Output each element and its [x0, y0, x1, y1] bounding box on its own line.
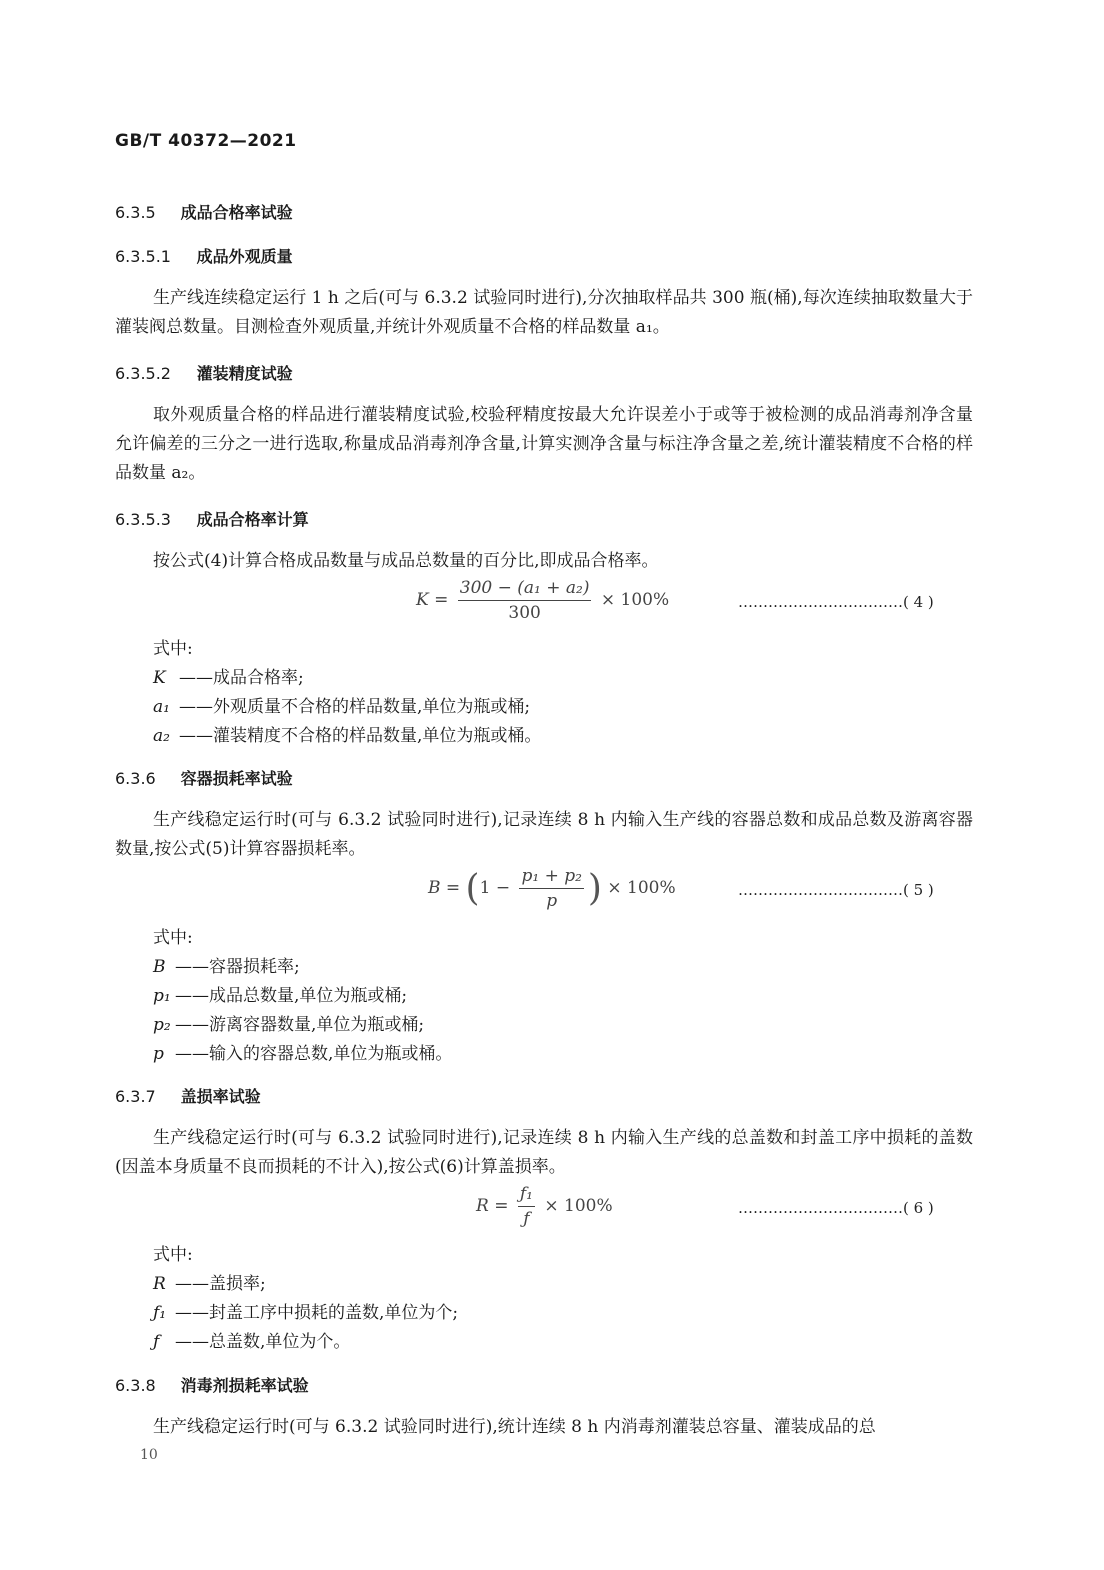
formula-lhs: K = — [416, 590, 449, 610]
section-number: 6.3.6 — [115, 769, 156, 788]
equation-number: ( 6 ) — [903, 1199, 934, 1217]
definition-symbol: p₁ — [153, 986, 171, 1006]
formula-denominator: p — [546, 891, 558, 911]
section-heading-6-3-6 — [115, 766, 293, 789]
formula-fraction — [519, 866, 583, 911]
page-number: 10 — [140, 1447, 158, 1463]
definition-text: ——成品合格率; — [179, 668, 304, 688]
definition-symbol: R — [153, 1274, 166, 1294]
definition-text: ——容器损耗率; — [175, 957, 300, 977]
paragraph-6-3-8: 生产线稳定运行时(可与 6.3.2 试验同时进行),统计连续 8 h 内消毒剂灌装总容量、灌装成品的总 — [153, 1417, 876, 1437]
formula-fraction — [458, 578, 592, 623]
formula-numerator: 300 − (a₁ + a₂) — [458, 578, 592, 601]
definition-symbol: ƒ₁ — [153, 1303, 167, 1323]
equation-leader-dots — [738, 1199, 934, 1217]
formula-one-minus: 1 − — [479, 878, 511, 898]
definition-text: ——成品总数量,单位为瓶或桶; — [175, 986, 408, 1006]
formula-5 — [428, 866, 676, 911]
left-paren: ( — [465, 868, 480, 909]
section-title: 成品合格率试验 — [180, 203, 293, 222]
where-label: 式中: — [153, 1245, 193, 1265]
paragraph-6-3-5-2: 取外观质量合格的样品进行灌装精度试验,校验秤精度按最大允许误差小于或等于被检测的成品消毒剂净含量允许偏差的三分之一进行选取,称量成品消毒剂净含量,计算实测净含量与标注净含量之差,统计灌装精度不合格的样品数量 a₂。 — [115, 405, 973, 483]
definition-item — [153, 1298, 458, 1323]
definition-item — [153, 1327, 350, 1352]
definition-text: ——游离容器数量,单位为瓶或桶; — [175, 1015, 425, 1035]
definition-text: ——外观质量不合格的样品数量,单位为瓶或桶; — [179, 697, 531, 717]
definition-item — [153, 663, 304, 688]
formula-6 — [476, 1184, 613, 1229]
section-title: 消毒剂损耗率试验 — [180, 1376, 309, 1395]
formula-numerator: ƒ₁ — [518, 1184, 535, 1207]
formula-4 — [416, 578, 669, 623]
equation-number: ( 5 ) — [903, 881, 934, 899]
definition-item — [153, 981, 407, 1006]
definition-symbol: p₂ — [153, 1015, 171, 1035]
paragraph-6-3-7: 生产线稳定运行时(可与 6.3.2 试验同时进行),记录连续 8 h 内输入生产线的总盖数和封盖工序中损耗的盖数(因盖本身质量不良而损耗的不计入),按公式(6)计算盖损率。 — [115, 1128, 973, 1177]
definition-text: ——总盖数,单位为个。 — [175, 1332, 351, 1352]
definition-item — [153, 1269, 266, 1294]
where-label: 式中: — [153, 928, 193, 948]
leader-dots: …………………………… — [738, 1199, 903, 1217]
leader-dots: …………………………… — [738, 881, 903, 899]
definition-item — [153, 1010, 424, 1035]
definition-item — [153, 721, 541, 746]
definition-symbol: K — [153, 668, 166, 688]
equation-number: ( 4 ) — [903, 593, 934, 611]
section-heading-6-3-5 — [115, 200, 293, 223]
section-heading-6-3-5-3 — [115, 507, 309, 530]
formula-suffix: × 100% — [544, 1196, 613, 1216]
section-number: 6.3.8 — [115, 1376, 156, 1395]
equation-leader-dots — [738, 881, 934, 899]
definition-item — [153, 952, 300, 977]
paragraph-6-3-6: 生产线稳定运行时(可与 6.3.2 试验同时进行),记录连续 8 h 内输入生产线的容器总数和成品总数及游离容器数量,按公式(5)计算容器损耗率。 — [115, 810, 973, 859]
section-number: 6.3.7 — [115, 1087, 156, 1106]
definition-item — [153, 692, 530, 717]
definition-item — [153, 1039, 452, 1064]
equation-leader-dots — [738, 593, 934, 611]
formula-fraction — [518, 1184, 535, 1229]
definition-symbol: ƒ — [153, 1332, 160, 1352]
formula-numerator: p₁ + p₂ — [519, 866, 583, 889]
formula-denominator: 300 — [508, 603, 541, 623]
section-title: 成品合格率计算 — [196, 510, 309, 529]
definition-symbol: B — [153, 957, 166, 977]
formula-suffix: × 100% — [607, 878, 676, 898]
section-title: 容器损耗率试验 — [180, 769, 293, 788]
right-paren: ) — [587, 868, 602, 909]
section-heading-6-3-8 — [115, 1373, 309, 1396]
formula-lhs: R = — [476, 1196, 509, 1216]
paragraph-6-3-5-3: 按公式(4)计算合格成品数量与成品总数量的百分比,即成品合格率。 — [153, 551, 659, 571]
definition-text: ——封盖工序中损耗的盖数,单位为个; — [175, 1303, 459, 1323]
section-number: 6.3.5.2 — [115, 364, 171, 383]
standard-code: GB/T 40372—2021 — [115, 131, 297, 151]
where-label: 式中: — [153, 639, 193, 659]
definition-symbol: a₁ — [153, 697, 170, 717]
definition-symbol: a₂ — [153, 726, 170, 746]
section-heading-6-3-5-2 — [115, 361, 293, 384]
section-heading-6-3-7 — [115, 1084, 261, 1107]
formula-suffix: × 100% — [600, 590, 670, 610]
section-number: 6.3.5.1 — [115, 247, 171, 266]
section-title: 灌装精度试验 — [196, 364, 293, 383]
leader-dots: …………………………… — [738, 593, 903, 611]
section-number: 6.3.5.3 — [115, 510, 171, 529]
definition-symbol: p — [153, 1044, 164, 1064]
section-title: 成品外观质量 — [196, 247, 293, 266]
formula-lhs: B = — [428, 878, 461, 898]
definition-text: ——输入的容器总数,单位为瓶或桶。 — [175, 1044, 453, 1064]
section-title: 盖损率试验 — [180, 1087, 261, 1106]
section-heading-6-3-5-1 — [115, 244, 293, 267]
section-number: 6.3.5 — [115, 203, 156, 222]
formula-denominator: ƒ — [523, 1209, 530, 1229]
definition-text: ——盖损率; — [175, 1274, 266, 1294]
paragraph-6-3-5-1: 生产线连续稳定运行 1 h 之后(可与 6.3.2 试验同时进行),分次抽取样品共 300 瓶(桶),每次连续抽取数量大于灌装阀总数量。目测检查外观质量,并统计外观质量不合格的样品数量 a₁。 — [115, 288, 973, 337]
definition-text: ——灌装精度不合格的样品数量,单位为瓶或桶。 — [179, 726, 542, 746]
